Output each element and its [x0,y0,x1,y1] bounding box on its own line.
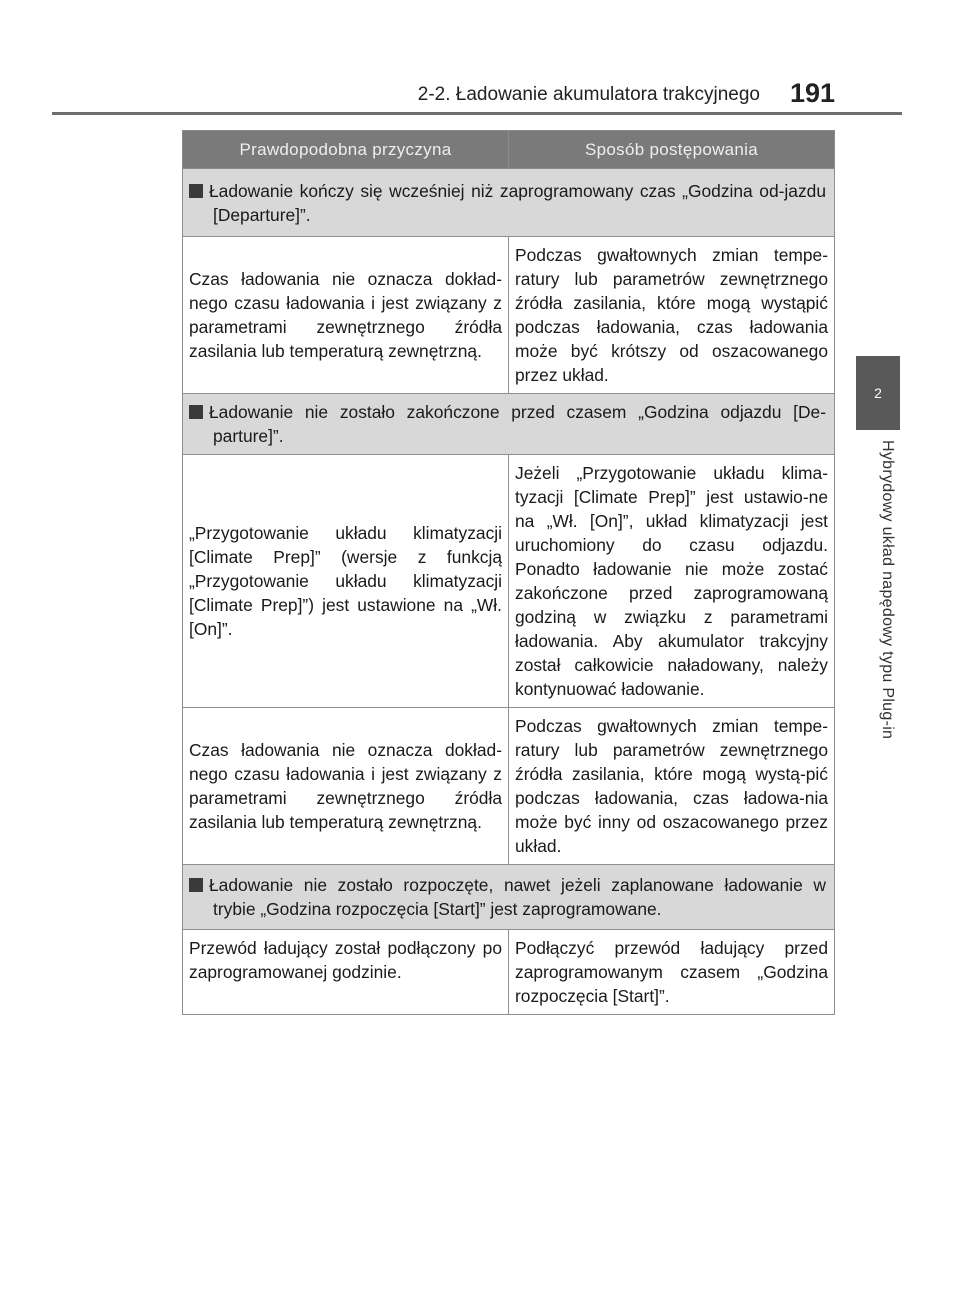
header-rule [52,112,902,115]
table-row [183,237,835,394]
header-cause: Prawdopodobna przyczyna [183,131,509,169]
action-cell: Podczas gwałtownych zmian tempe-ratury lub parametrów zewnętrznego źródła zasilania, które mogą wystą-pić podczas ładowania, czas ładowa-nia może być inny od oszacowanego przez układ. [509,708,835,865]
action-cell: Jeżeli „Przygotowanie układu klima-tyzacji [Climate Prep]” jest ustawio-ne na „Wł. [On]”, układ klimatyzacji jest uruchomiony do czasu odjazdu. Ponadto ładowanie nie może zostać zakończone przed zaprogramowaną godziną w związku z parametrami ładowania. Aby akumulator trakcyjny został całkowicie naładowany, należy kontynuować ładowanie. [509,455,835,708]
section-title: Ładowanie kończy się wcześniej niż zaprogramowany czas „Godzina od-jazdu [Departure]”. [209,180,826,225]
header-action: Sposób postępowania [509,131,835,169]
section-row [183,865,835,930]
section-title-cell [183,394,835,455]
checkbox-icon [189,184,203,198]
page-number: 191 [790,78,836,108]
section-title: Ładowanie nie zostało rozpoczęte, nawet jeżeli zaplanowane ładowanie w trybie „Godzina rozpoczęcia [Start]” jest zaprogramowane. [209,875,826,919]
checkbox-icon [189,405,203,419]
cause-cell: Przewód ładujący został podłączony po zaprogramowanej godzinie. [183,930,509,1015]
section-title-cell [183,169,835,237]
cause-cell: „Przygotowanie układu klimatyzacji [Climate Prep]” (wersje z funkcją „Przygotowanie układu klimatyzacji [Climate Prep]”) jest ustawione na „Wł. [On]”. [183,455,509,708]
table-row [183,708,835,865]
section-title: Ładowanie nie zostało zakończone przed czasem „Godzina odjazdu [De-parture]”. [209,402,826,446]
section-title-cell [183,865,835,930]
table-header-row [183,131,835,169]
section-row [183,169,835,237]
action-cell: Podłączyć przewód ładujący przed zaprogramowanym czasem „Godzina rozpoczęcia [Start]”. [509,930,835,1015]
section-row [183,394,835,455]
table-row [183,455,835,708]
chapter-title-vertical: Hybrydowy układ napędowy typu Plug-in [879,440,896,740]
checkbox-icon [189,878,203,892]
cause-cell: Czas ładowania nie oznacza dokład-nego czasu ładowania i jest związany z parametrami zewnętrznego źródła zasilania lub temperaturą zewnętrzną. [183,237,509,394]
table-row [183,930,835,1015]
chapter-tab [856,356,900,430]
troubleshooting-table [182,130,835,1015]
cause-cell: Czas ładowania nie oznacza dokład-nego czasu ładowania i jest związany z parametrami zewnętrznego źródła zasilania lub temperaturą zewnętrzną. [183,708,509,865]
action-cell: Podczas gwałtownych zmian tempe-ratury lub parametrów zewnętrznego źródła zasilania, które mogą wystąpić podczas ładowania, czas ładowania może być krótszy od oszacowanego przez układ. [509,237,835,394]
chapter-number: 2 [874,385,882,401]
running-header-section-title: 2-2. Ładowanie akumulatora trakcyjnego [417,84,760,105]
